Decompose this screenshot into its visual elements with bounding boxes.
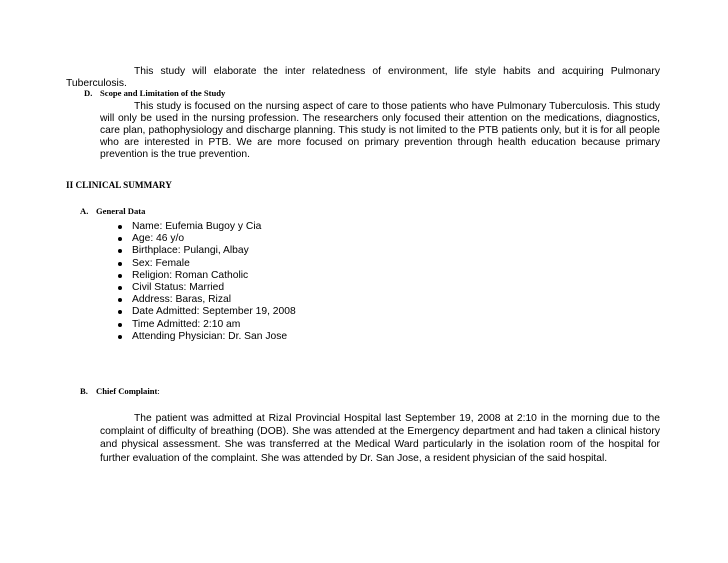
section-d-heading [84, 88, 225, 98]
section-b-letter: B. [80, 386, 88, 396]
section-b-title: Chief Complaint [96, 386, 158, 396]
bullet-icon [118, 262, 122, 266]
bullet-icon [118, 335, 122, 339]
list-item: Civil Status: Married [118, 282, 296, 294]
intro-paragraph-text: This study will elaborate the inter relatedness of environment, life style habits and acquiring Pulmonary Tuberculosis. [66, 66, 660, 90]
bullet-icon [118, 225, 122, 229]
section-d-letter: D. [84, 88, 93, 98]
complaint-paragraph-text: The patient was admitted at Rizal Provincial Hospital last September 19, 2008 at 2:10 in the morning due to the complaint of difficulty of breathing (DOB). She was attended at the Emergency department and had taken a clinical history and physical assessment. She was transferred at the Medical Ward particularly in the isolation room of the hospital for further evaluation of the complaint. She was attended by Dr. San Jose, a resident physician of the said hospital. [100, 413, 660, 464]
scope-paragraph [100, 101, 660, 161]
list-item: Address: Baras, Rizal [118, 294, 296, 306]
section-a-heading [80, 206, 145, 216]
bullet-icon [118, 323, 122, 327]
bullet-icon [118, 298, 122, 302]
scope-paragraph-text: This study is focused on the nursing aspect of care to those patients who have Pulmonary Tuberculosis. This study will only be used in the nursing profession. The researchers only focused their attention on the medications, diagnostics, care plan, pathophysiology and discharge planning. This study is not limited to the PTB patients only, but it is for all people who are interested in PTB. We are more focused on primary prevention through health education because primary prevention is the true prevention. [100, 101, 660, 161]
list-item: Time Admitted: 2:10 am [118, 319, 296, 331]
list-item: Religion: Roman Catholic [118, 270, 296, 282]
bullet-icon [118, 286, 122, 290]
list-item: Name: Eufemia Bugoy y Cia [118, 221, 296, 233]
bullet-icon [118, 310, 122, 314]
list-item: Sex: Female [118, 258, 296, 270]
clinical-summary-heading: II CLINICAL SUMMARY [66, 180, 172, 190]
list-item: Date Admitted: September 19, 2008 [118, 306, 296, 318]
complaint-paragraph [100, 412, 660, 465]
section-b-suffix: : [157, 386, 160, 396]
section-a-letter: A. [80, 206, 89, 216]
list-item: Age: 46 y/o [118, 233, 296, 245]
bullet-icon [118, 237, 122, 241]
section-a-title: General Data [96, 206, 146, 216]
bullet-icon [118, 249, 122, 253]
intro-paragraph [66, 66, 660, 90]
general-data-list [118, 221, 296, 343]
section-b-heading [80, 386, 160, 396]
section-d-title: Scope and Limitation of the Study [100, 88, 226, 98]
list-item: Attending Physician: Dr. San Jose [118, 331, 296, 343]
list-item: Birthplace: Pulangi, Albay [118, 245, 296, 257]
bullet-icon [118, 274, 122, 278]
